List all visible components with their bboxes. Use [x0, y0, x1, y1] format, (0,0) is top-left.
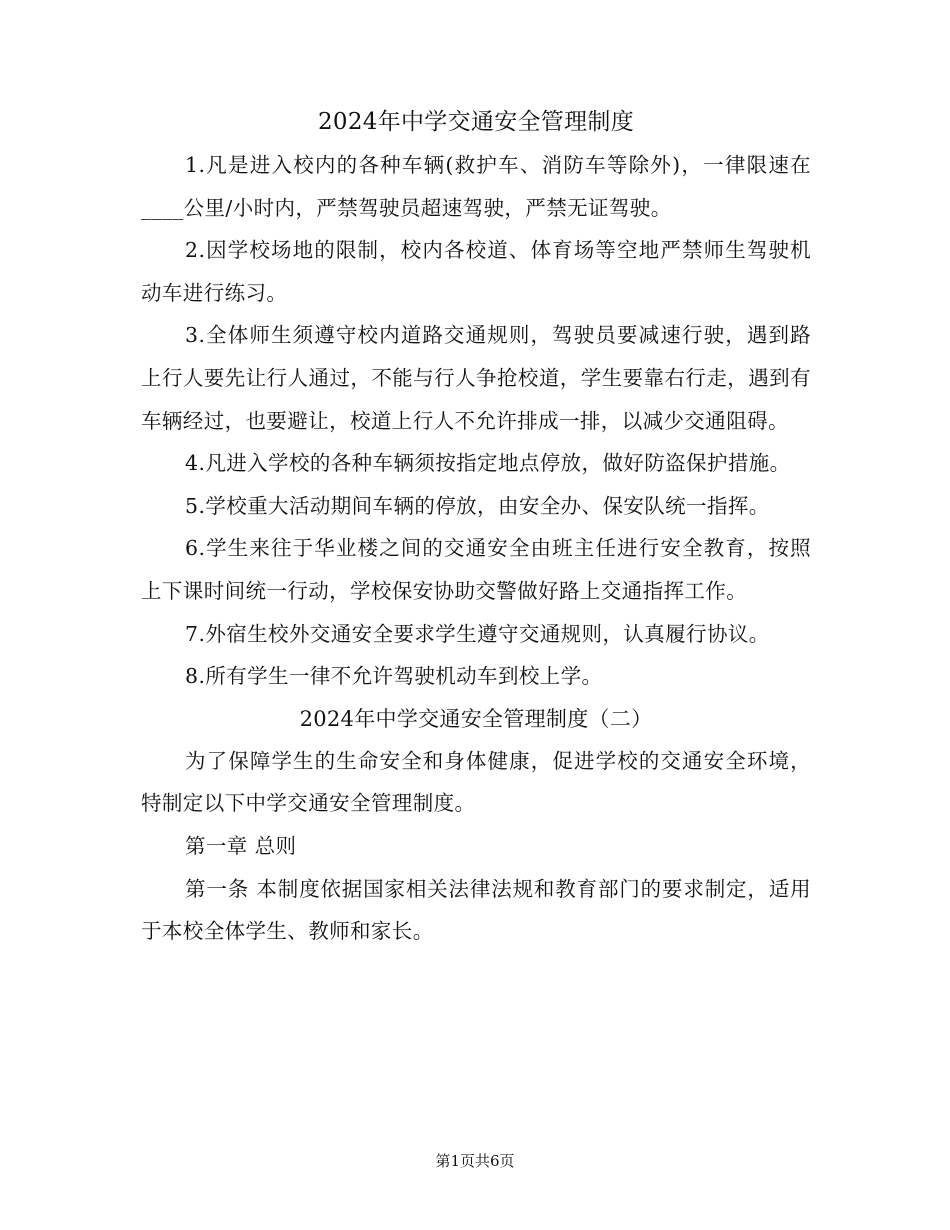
document-body [141, 100, 811, 953]
intro-paragraph: 为了保障学生的生命安全和身体健康，促进学校的交通安全环境，特制定以下中学交通安全管理制度。 [141, 748, 811, 816]
rule-item-8: 8.所有学生一律不允许驾驶机动车到校上学。 [185, 664, 603, 689]
section-title: 2024年中学交通安全管理制度（二） [299, 706, 653, 731]
chapter-heading: 第一章 总则 [185, 833, 297, 858]
rule-item-6: 6.学生来往于华业楼之间的交通安全由班主任进行安全教育，按照上下课时间统一行动，学校保安协助交警做好路上交通指挥工作。 [141, 536, 811, 603]
rule-item-5: 5.学校重大活动期间车辆的停放，由安全办、保安队统一指挥。 [185, 493, 770, 518]
page-number: 第1页共6页 [435, 1152, 515, 1170]
document-title: 2024年中学交通安全管理制度 [317, 109, 635, 135]
rule-item-4: 4.凡进入学校的各种车辆须按指定地点停放，做好防盗保护措施。 [185, 451, 791, 476]
rule-item-3: 3.全体师生须遵守校内道路交通规则，驾驶员要减速行驶，遇到路上行人要先让行人通过，不能与行人争抢校道，学生要靠右行走，遇到有车辆经过，也要避让，校道上行人不允许排成一排，以减少交通阻碍。 [141, 323, 811, 433]
rule-item-7: 7.外宿生校外交通安全要求学生遵守交通规则，认真履行协议。 [185, 621, 770, 646]
rule-item-1: 1.凡是进入校内的各种车辆(救护车、消防车等除外)，一律限速在____公里/小时内，严禁驾驶员超速驾驶，严禁无证驾驶。 [141, 153, 811, 220]
article-paragraph: 第一条 本制度依据国家相关法律法规和教育部门的要求制定，适用于本校全体学生、教师和家长。 [141, 876, 811, 944]
rule-item-2: 2.因学校场地的限制，校内各校道、体育场等空地严禁师生驾驶机动车进行练习。 [141, 238, 811, 305]
